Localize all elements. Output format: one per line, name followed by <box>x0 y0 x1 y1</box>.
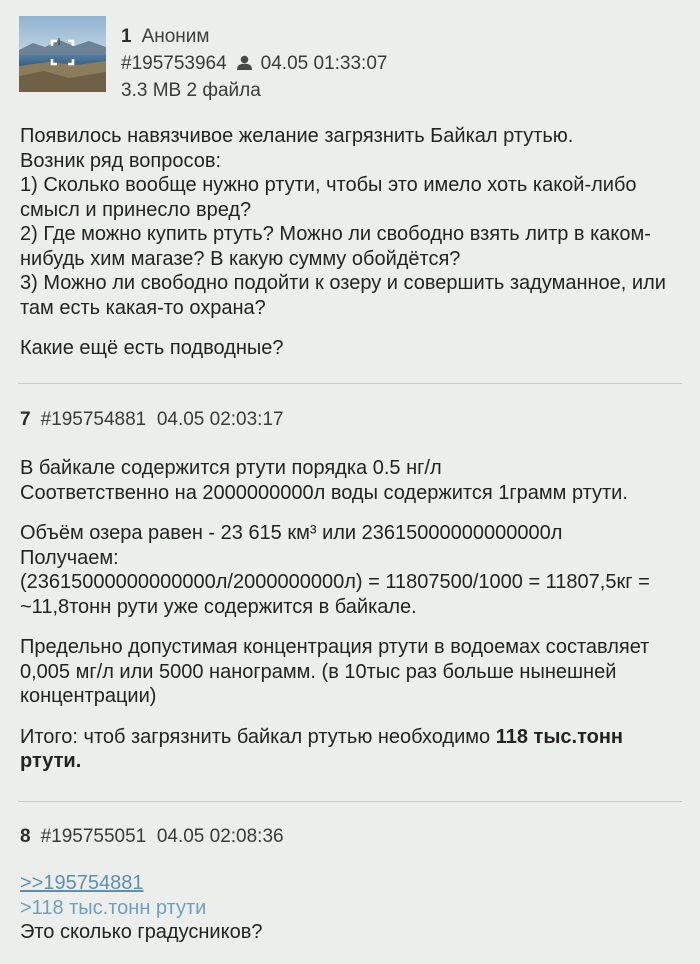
reply2-text: Это сколько градусников? <box>20 921 263 943</box>
op-body <box>20 124 682 361</box>
reply1-final-bold: 118 тыс.тонн ртути. <box>20 725 623 772</box>
post-thumbnail[interactable] <box>19 16 106 92</box>
reply1-paragraph-4 <box>20 725 682 774</box>
reply2-body <box>20 871 682 945</box>
reply1-body <box>20 456 682 774</box>
post-datetime: 04.05 02:08:36 <box>156 826 284 847</box>
reply1-final-text: Итого: чтоб загрязнить байкал ртутью необходимо <box>20 725 496 748</box>
post-divider <box>18 801 682 802</box>
post-number[interactable]: 1 <box>121 26 132 47</box>
reply1-header <box>20 409 284 431</box>
reply-link[interactable]: >>195754881 <box>20 872 144 894</box>
post-datetime: 04.05 02:03:17 <box>156 409 284 430</box>
op-header-line1 <box>121 26 209 48</box>
op-paragraph-1: Появилось навязчивое желание загрязнить Байкал ртутью. Возник ряд вопросов: 1) Сколько вообще нужно ртути, чтобы это имело хоть какой-либо смысл и принесло вред? 2) Где можно купить ртуть? Можно ли свободно взять литр в каком-нибудь хим магазе? В какую сумму обойдётся? 3) Можно ли свободно подойти к озеру и совершить задуманное, или там есть какая-то охрана? <box>20 125 666 319</box>
post-id[interactable]: #195754881 <box>40 409 147 430</box>
reply2-header <box>20 826 284 848</box>
user-icon <box>236 55 253 77</box>
post-id[interactable]: #195755051 <box>40 826 147 847</box>
post-number[interactable]: 7 <box>20 409 31 430</box>
op-header-line2 <box>121 53 387 77</box>
post-divider <box>18 383 682 384</box>
reply1-paragraph-3: Предельно допустимая концентрация ртути в водоемах составляет 0,005 мг/л или 5000 нанограмм. (в 10тыс раз больше нынешней концентрации) <box>20 636 650 707</box>
reply1-paragraph-1: В байкале содержится ртути порядка 0.5 нг/л Соответственно на 2000000000л воды содержится 1грамм ртути. <box>20 457 628 504</box>
expand-icon <box>19 16 106 92</box>
reply1-paragraph-2: Объём озера равен - 23 615 км³ или 23615000000000000л Получаем: (23615000000000000л/2000000000л) = 11807500/1000 = 11807,5кг = ~11,8тонн рути уже содержится в байкале. <box>20 522 650 618</box>
post-number[interactable]: 8 <box>20 826 31 847</box>
op-paragraph-2: Какие ещё есть подводные? <box>20 337 284 359</box>
post-author: Аноним <box>141 26 210 47</box>
post-datetime: 04.05 01:33:07 <box>260 53 388 74</box>
post-files-info: 3.3 MB 2 файла <box>121 80 261 101</box>
quote-text: >118 тыс.тонн ртути <box>20 896 207 919</box>
post-id[interactable]: #195753964 <box>121 53 227 74</box>
